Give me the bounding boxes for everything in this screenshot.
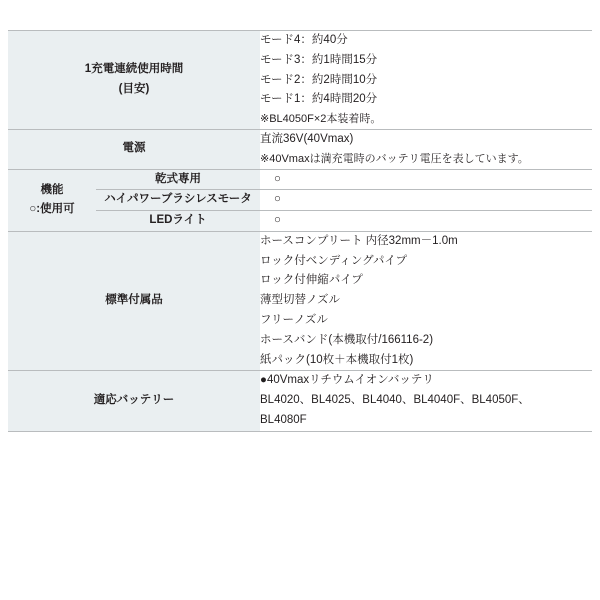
value-line: フリーノズル: [260, 314, 328, 326]
value-note: ※40Vmaxは満充電時のバッテリ電圧を表しています。: [260, 152, 529, 165]
value-line: モード2：約2時間10分: [260, 73, 378, 86]
value-line: 紙パック(10枚＋本機取付1枚): [260, 353, 414, 366]
row-value-runtime: [260, 31, 592, 130]
value-line: 薄型切替ノズル: [260, 294, 341, 307]
row-label-line: 1充電連続使用時間: [84, 63, 184, 76]
row-value-attachments: [260, 231, 592, 370]
value-line: ホースバンド(本機取付/166116-2): [260, 333, 434, 346]
row-label-power-source: [8, 129, 260, 169]
value-note: ※BL4050F×2本装着時。: [260, 113, 382, 126]
row-sublabel-led-light: LEDライト: [96, 211, 260, 232]
value-line: モード3：約1時間15分: [260, 53, 378, 66]
table-row: [8, 231, 592, 370]
row-value-power-source: [260, 129, 592, 169]
row-sublabel-brushless-motor: ハイパワーブラシレスモータ: [96, 190, 260, 211]
row-label-line: 適応バッテリー: [93, 394, 175, 407]
row-sublabel-dry-only: 乾式専用: [96, 169, 260, 190]
table-row: [8, 31, 592, 130]
value-line: 直流36V(40Vmax): [260, 132, 354, 145]
value-line: ●40Vmaxリチウムイオンバッテリ: [260, 374, 434, 387]
row-value-led-light: ○: [260, 211, 592, 232]
table-row: [8, 190, 592, 211]
row-label-line: 電源: [122, 142, 146, 155]
table-row: [8, 211, 592, 232]
value-line: BL4080F: [260, 413, 307, 426]
row-label-line: 機能: [40, 183, 64, 196]
row-label-functions: [8, 169, 96, 231]
row-label-line: ○:使用可: [29, 203, 75, 216]
row-label-line: 標準付属品: [105, 294, 163, 307]
row-value-dry-only: ○: [260, 169, 592, 190]
row-label-runtime: [8, 31, 260, 130]
table-row: [8, 371, 592, 431]
value-line: モード4：約40分: [260, 34, 348, 46]
value-line: ロック付ベンディングパイプ: [260, 254, 408, 267]
row-label-attachments: [8, 231, 260, 370]
row-value-brushless-motor: ○: [260, 190, 592, 211]
specification-table: [8, 30, 592, 432]
table-row: [8, 169, 592, 190]
table-row: [8, 129, 592, 169]
row-label-battery: [8, 371, 260, 431]
value-line: BL4020、BL4025、BL4040、BL4040F、BL4050F、: [260, 394, 530, 407]
value-line: モード1：約4時間20分: [260, 93, 378, 106]
row-value-battery: [260, 371, 592, 431]
value-line: ロック付伸縮パイプ: [260, 274, 363, 287]
row-label-line: (目安): [118, 82, 150, 95]
value-line: ホースコンプリート 内径32mm－1.0m: [260, 234, 458, 247]
